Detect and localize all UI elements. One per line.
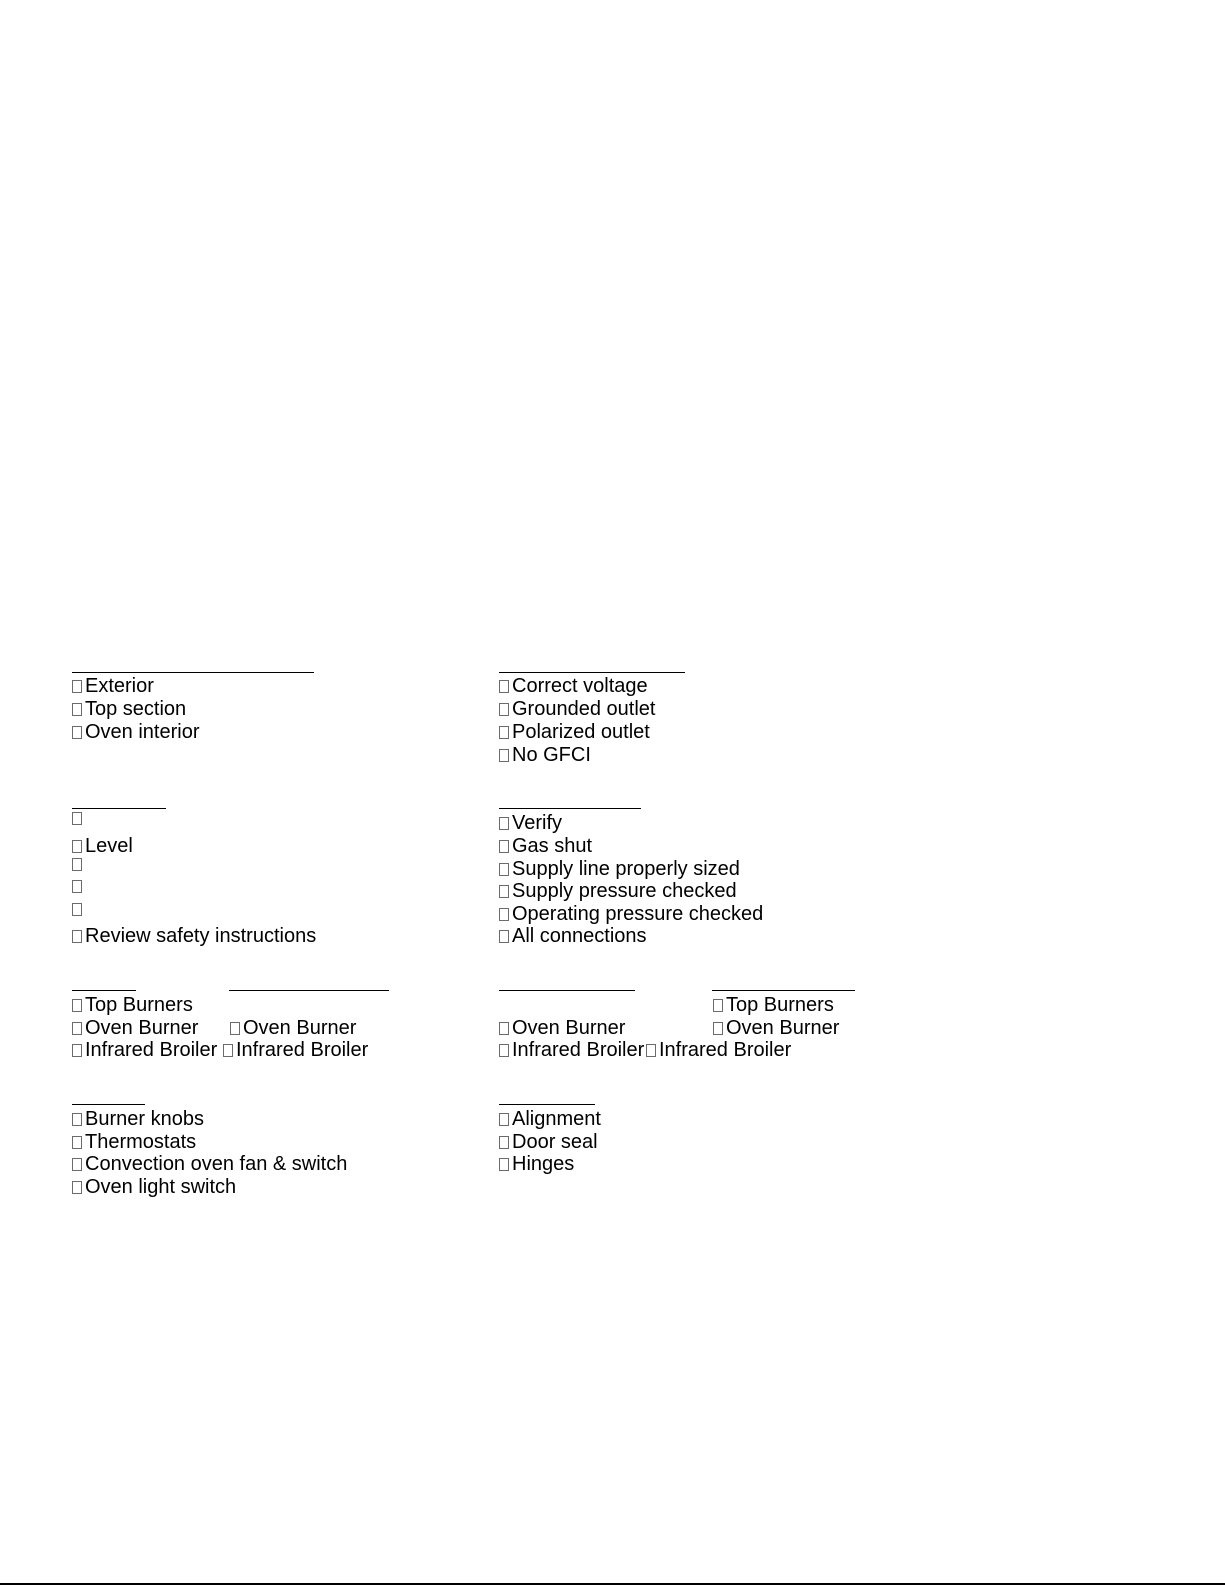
installation-heading-rule: [72, 808, 166, 809]
checkbox-icon[interactable]: [72, 1158, 82, 1171]
checkbox-icon[interactable]: [230, 1022, 240, 1035]
checklist-item-operating-pressure[interactable]: [499, 903, 763, 926]
checkbox-icon[interactable]: [499, 840, 509, 853]
checklist-item-label: Oven light switch: [85, 1176, 237, 1198]
checklist-item-label: Oven Burner: [85, 1017, 199, 1039]
checklist-item-label: Oven Burner: [512, 1017, 626, 1039]
checkbox-icon[interactable]: [499, 1113, 509, 1126]
checklist-item-verify[interactable]: [499, 812, 562, 835]
checklist-item-oven-burner-a[interactable]: [72, 1017, 198, 1040]
gas-heading-rule: [499, 808, 641, 809]
checklist-item-polarized-outlet[interactable]: [499, 721, 650, 744]
checklist-item-all-connections[interactable]: [499, 925, 647, 948]
checklist-item-blank-2[interactable]: [72, 858, 85, 871]
cleaning-heading-rule: [72, 672, 314, 673]
checkbox-icon[interactable]: [499, 749, 509, 762]
checklist-item-hinges[interactable]: [499, 1153, 574, 1176]
checklist-item-alignment[interactable]: [499, 1108, 601, 1131]
checkbox-icon[interactable]: [499, 1158, 509, 1171]
checkbox-icon[interactable]: [499, 680, 509, 693]
checklist-item-blank-4[interactable]: [72, 903, 85, 916]
checkbox-icon[interactable]: [223, 1044, 233, 1057]
checklist-item-burner-knobs[interactable]: [72, 1108, 204, 1131]
checkbox-icon[interactable]: [72, 1181, 82, 1194]
checklist-item-label: Oven interior: [85, 721, 200, 743]
checklist-item-oven-burner-c[interactable]: [499, 1017, 625, 1040]
checklist-item-top-burners-a[interactable]: [72, 994, 193, 1017]
checkbox-icon[interactable]: [72, 999, 82, 1012]
controls-heading-rule: [72, 1104, 145, 1105]
checklist-item-correct-voltage[interactable]: [499, 675, 648, 698]
checklist-item-oven-burner-b[interactable]: [230, 1017, 356, 1040]
checklist-item-label: Grounded outlet: [512, 698, 656, 720]
checklist-item-infrared-broiler-a[interactable]: [72, 1039, 217, 1062]
checklist-item-label: Top Burners: [726, 994, 834, 1016]
checkbox-icon[interactable]: [499, 703, 509, 716]
checklist-item-oven-interior[interactable]: [72, 721, 200, 744]
checkbox-icon[interactable]: [72, 726, 82, 739]
checklist-item-label: Infrared Broiler: [85, 1039, 218, 1061]
checklist-item-label: Infrared Broiler: [236, 1039, 369, 1061]
checkbox-icon[interactable]: [499, 863, 509, 876]
checklist-item-label: Alignment: [512, 1108, 601, 1130]
checklist-item-label: Top section: [85, 698, 187, 720]
checklist-item-label: Thermostats: [85, 1131, 197, 1153]
checklist-item-oven-light-switch[interactable]: [72, 1176, 236, 1199]
checkbox-icon[interactable]: [499, 930, 509, 943]
checklist-item-thermostats[interactable]: [72, 1131, 196, 1154]
checklist-item-door-seal[interactable]: [499, 1131, 598, 1154]
checklist-item-label: Door seal: [512, 1131, 598, 1153]
burners-a-heading-rule: [72, 990, 136, 991]
checklist-item-grounded-outlet[interactable]: [499, 698, 655, 721]
checklist-item-blank-3[interactable]: [72, 880, 85, 893]
checklist-item-label: Correct voltage: [512, 675, 648, 697]
checklist-item-label: Infrared Broiler: [512, 1039, 645, 1061]
checkbox-icon[interactable]: [72, 880, 82, 893]
checkbox-icon[interactable]: [499, 817, 509, 830]
checklist-item-infrared-broiler-d[interactable]: [646, 1039, 791, 1062]
checklist-item-exterior[interactable]: [72, 675, 154, 698]
burners-b-heading-rule: [229, 990, 389, 991]
checkbox-icon[interactable]: [72, 858, 82, 871]
checkbox-icon[interactable]: [72, 930, 82, 943]
checkbox-icon[interactable]: [499, 1022, 509, 1035]
checkbox-icon[interactable]: [499, 908, 509, 921]
checkbox-icon[interactable]: [499, 1136, 509, 1149]
checklist-item-label: Supply line properly sized: [512, 858, 740, 880]
checklist-item-supply-pressure[interactable]: [499, 880, 737, 903]
checklist-item-label: Hinges: [512, 1153, 575, 1175]
checklist-item-supply-line-sized[interactable]: [499, 858, 740, 881]
checkbox-icon[interactable]: [72, 1044, 82, 1057]
checklist-item-label: Supply pressure checked: [512, 880, 737, 902]
checklist-item-label: Infrared Broiler: [659, 1039, 792, 1061]
checklist-item-label: Operating pressure checked: [512, 903, 764, 925]
checklist-item-label: Burner knobs: [85, 1108, 204, 1130]
checkbox-icon[interactable]: [72, 812, 82, 825]
burners-c-heading-rule: [499, 990, 635, 991]
checklist-item-label: Level: [85, 835, 133, 857]
checkbox-icon[interactable]: [713, 1022, 723, 1035]
checkbox-icon[interactable]: [72, 1022, 82, 1035]
checklist-item-label: Oven Burner: [243, 1017, 357, 1039]
checklist-item-top-burners-d[interactable]: [713, 994, 834, 1017]
checklist-item-label: All connections: [512, 925, 647, 947]
burners-d-heading-rule: [712, 990, 855, 991]
checklist-item-top-section[interactable]: [72, 698, 186, 721]
checkbox-icon[interactable]: [72, 1136, 82, 1149]
checkbox-icon[interactable]: [499, 1044, 509, 1057]
checklist-item-label: Polarized outlet: [512, 721, 650, 743]
checkbox-icon[interactable]: [72, 680, 82, 693]
checkbox-icon[interactable]: [72, 703, 82, 716]
checklist-item-no-gfci[interactable]: [499, 744, 591, 767]
checkbox-icon[interactable]: [72, 1113, 82, 1126]
checkbox-icon[interactable]: [72, 840, 82, 853]
checklist-item-label: Review safety instructions: [85, 925, 317, 947]
checkbox-icon[interactable]: [499, 885, 509, 898]
checklist-item-label: Top Burners: [85, 994, 193, 1016]
checkbox-icon[interactable]: [646, 1044, 656, 1057]
checkbox-icon[interactable]: [499, 726, 509, 739]
checklist-item-label: Exterior: [85, 675, 154, 697]
checklist-item-gas-shut[interactable]: [499, 835, 592, 858]
checklist-item-label: Verify: [512, 812, 563, 834]
checklist-item-infrared-broiler-b[interactable]: [223, 1039, 368, 1062]
checklist-item-label: No GFCI: [512, 744, 591, 766]
checklist-item-level[interactable]: [72, 835, 133, 858]
checklist-item-infrared-broiler-c[interactable]: [499, 1039, 644, 1062]
electrical-heading-rule: [499, 672, 685, 673]
checklist-item-review-safety-instructions[interactable]: [72, 925, 316, 948]
checkbox-icon[interactable]: [72, 903, 82, 916]
checklist-item-label: Convection oven fan & switch: [85, 1153, 348, 1175]
checklist-item-label: Oven Burner: [726, 1017, 840, 1039]
checkbox-icon[interactable]: [713, 999, 723, 1012]
door-heading-rule: [499, 1104, 595, 1105]
checklist-item-label: Gas shut: [512, 835, 593, 857]
checklist-item-oven-burner-d[interactable]: [713, 1017, 839, 1040]
checklist-item-convection-fan[interactable]: [72, 1153, 347, 1176]
checklist-item-blank-1[interactable]: [72, 812, 85, 825]
